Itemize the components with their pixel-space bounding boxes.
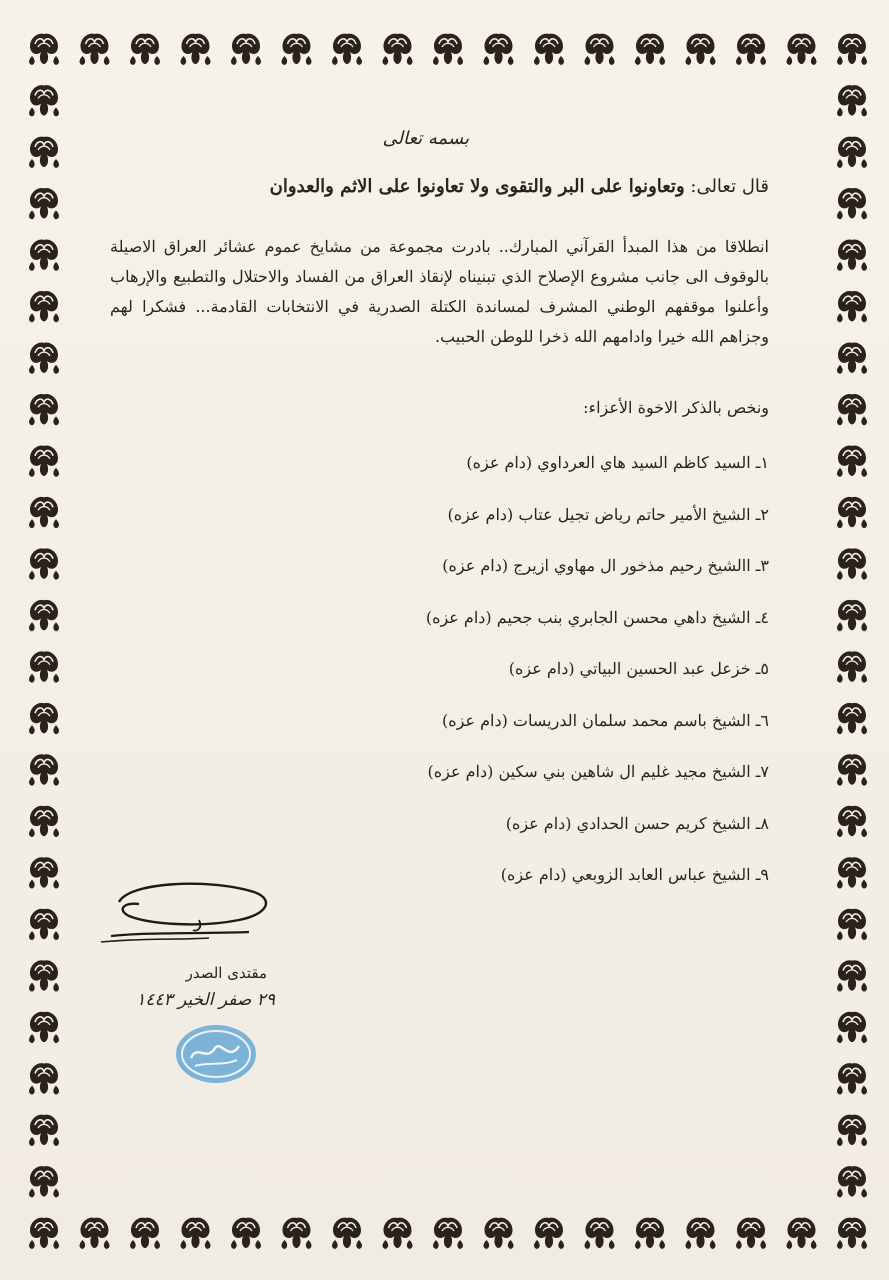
border-flower-ornament: [837, 960, 867, 991]
letter-content: [110, 0, 769, 1280]
border-flower-ornament: [837, 394, 867, 425]
border-flower-ornament: [29, 703, 59, 734]
border-flower-ornament: [80, 34, 110, 65]
list-item: ١ـ السيد كاظم السيد هاي العرداوي (دام عزه): [466, 453, 769, 472]
border-flower-ornament: [29, 1012, 59, 1043]
border-flower-ornament: [837, 806, 867, 837]
border-flower-ornament: [837, 1115, 867, 1146]
list-item: ٦ـ الشيخ باسم محمد سلمان الدريسات (دام عزه): [442, 710, 769, 730]
border-flower-ornament: [837, 342, 867, 373]
border-flower-ornament: [29, 291, 59, 322]
border-flower-ornament: [29, 1166, 59, 1197]
border-flower-ornament: [29, 548, 59, 579]
border-flower-ornament: [837, 34, 867, 65]
basmala-heading: بسمه تعالى: [382, 128, 469, 149]
list-item: ٤ـ الشيخ داهي محسن الجابري بنب جحيم (دام عزه): [425, 607, 769, 627]
list-item: ٧ـ الشيخ مجيد غليم ال شاهين بني سكين (دام عزه): [427, 762, 769, 781]
border-flower-ornament: [80, 1218, 110, 1249]
border-flower-ornament: [29, 1063, 59, 1094]
border-flower-ornament: [837, 703, 867, 734]
border-flower-ornament: [837, 137, 867, 168]
border-flower-ornament: [29, 754, 59, 785]
border-flower-ornament: [837, 857, 867, 888]
mention-intro: ونخص بالذكر الاخوة الأعزاء:: [583, 398, 769, 417]
list-item: ٨ـ الشيخ كريم حسن الحدادي (دام عزه): [505, 813, 769, 833]
border-flower-ornament: [29, 342, 59, 373]
handwritten-signature: [89, 872, 289, 962]
border-flower-ornament: [837, 1012, 867, 1043]
border-flower-ornament: [29, 857, 59, 888]
list-item: ٩ـ الشيخ عباس العابد الزوبعي (دام عزه): [500, 865, 769, 884]
main-paragraph: انطلاقا من هذا المبدأ القرآني المبارك.. بادرت مجموعة من مشايخ عموم عشائر العراق الاصيلة بالوقوف الى جانب مشروع الإصلاح الذي تبنيناه لإنقاذ العراق من الفساد والاحتلال والتطبيع والإرهاب وأعلنوا موقفهم الوطني المشرف لمساندة الكتلة الصدرية في الانتخابات القادمة... فشكرا لهم وجزاهم الله خيرا وادامهم الله ذخرا للوطن الحبيب.: [110, 237, 769, 346]
border-flower-ornament: [837, 651, 867, 682]
list-item: ٢ـ الشيخ الأمير حاتم رياض تجيل عتاب (دام عزه): [447, 504, 769, 524]
border-flower-ornament: [837, 1063, 867, 1094]
border-flower-ornament: [837, 1218, 867, 1249]
border-flower-ornament: [837, 600, 867, 631]
border-flower-ornament: [29, 909, 59, 940]
border-flower-ornament: [29, 188, 59, 219]
border-flower-ornament: [29, 240, 59, 271]
border-flower-ornament: [29, 960, 59, 991]
border-flower-ornament: [837, 291, 867, 322]
border-flower-ornament: [29, 806, 59, 837]
names-list: [310, 450, 769, 914]
border-flower-ornament: [787, 1218, 817, 1249]
border-flower-ornament: [837, 188, 867, 219]
border-flower-ornament: [29, 85, 59, 116]
border-flower-ornament: [837, 497, 867, 528]
border-flower-ornament: [837, 445, 867, 476]
verse-intro: قال تعالى:: [690, 176, 769, 197]
border-flower-ornament: [787, 34, 817, 65]
signer-name: مقتدى الصدر: [185, 964, 267, 982]
border-flower-ornament: [29, 445, 59, 476]
border-flower-ornament: [837, 909, 867, 940]
border-flower-ornament: [29, 137, 59, 168]
border-flower-ornament: [837, 1166, 867, 1197]
border-flower-ornament: [29, 1115, 59, 1146]
border-flower-ornament: [837, 548, 867, 579]
border-flower-ornament: [29, 651, 59, 682]
border-flower-ornament: [837, 240, 867, 271]
handwritten-date: ٢٩ صفر الخير ١٤٤٣: [136, 990, 275, 1010]
border-flower-ornament: [29, 1218, 59, 1249]
border-flower-ornament: [29, 497, 59, 528]
verse-text: وتعاونوا على البر والتقوى ولا تعاونوا على الاثم والعدوان: [269, 176, 685, 197]
border-flower-ornament: [29, 600, 59, 631]
border-flower-ornament: [837, 85, 867, 116]
border-flower-ornament: [29, 34, 59, 65]
list-item: ٣ـ االشيخ رحيم مذخور ال مهاوي ازيرج (دام عزه): [442, 556, 769, 575]
border-flower-ornament: [29, 394, 59, 425]
list-item: ٥ـ خزعل عبد الحسين البياتي (دام عزه): [508, 659, 769, 678]
quran-verse: [110, 176, 769, 197]
official-seal: [173, 1022, 259, 1086]
signature-block: [89, 872, 289, 1112]
border-flower-ornament: [837, 754, 867, 785]
